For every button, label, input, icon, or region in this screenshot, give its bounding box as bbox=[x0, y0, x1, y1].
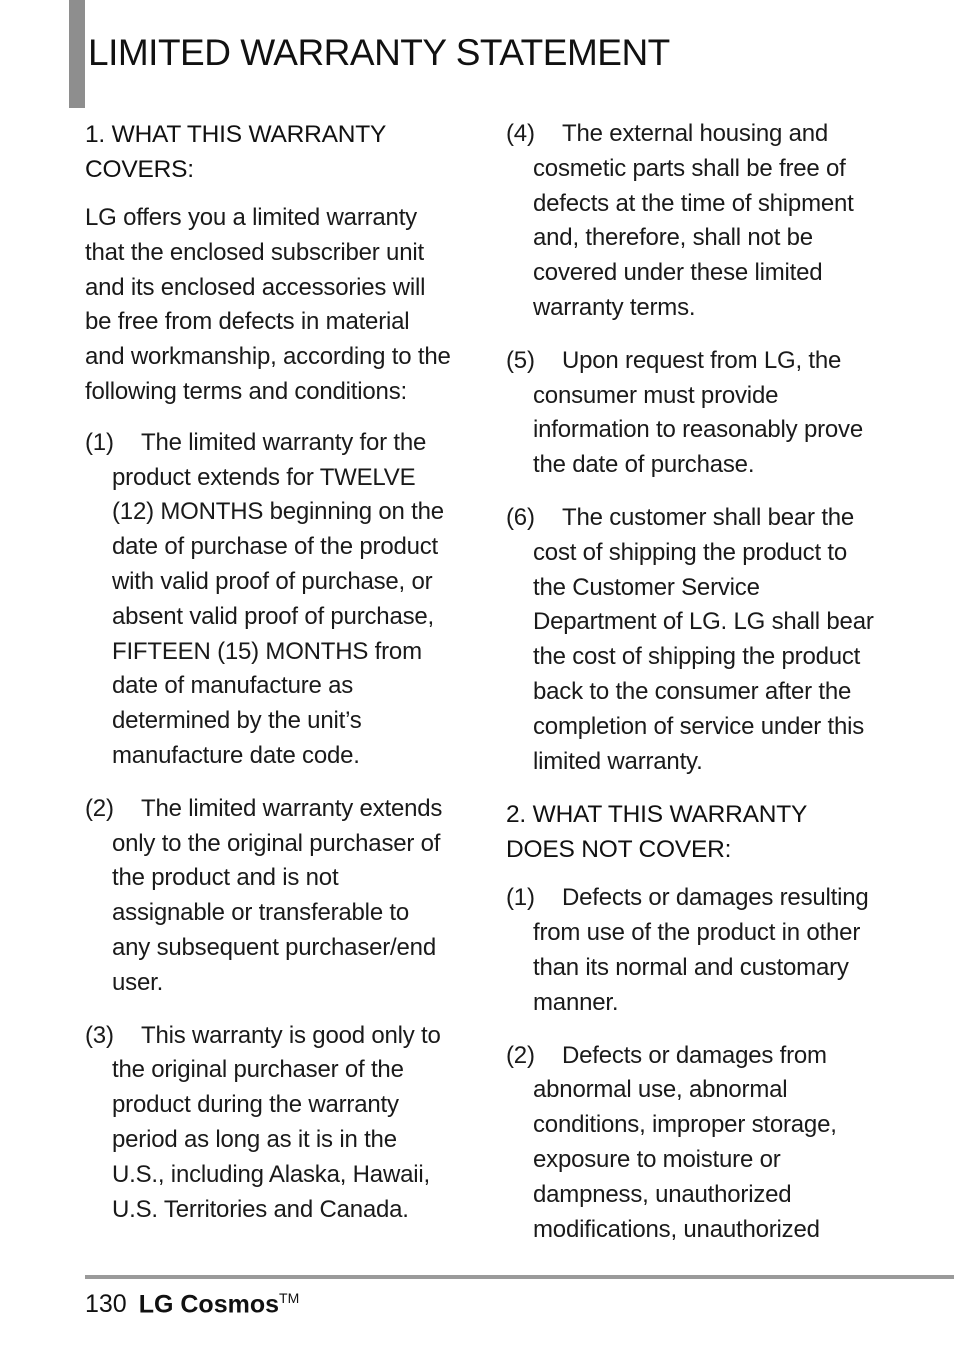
title-accent-bar bbox=[69, 0, 85, 108]
item-number: (4) bbox=[506, 120, 535, 147]
left-column bbox=[85, 117, 451, 1245]
item-text: The limited warranty extends only to the original purchaser of the product and is not assignable or transferable to any subsequent purchaser/end user. bbox=[112, 794, 443, 996]
item-number: (3) bbox=[85, 1021, 114, 1049]
product-name: LG Cosmos bbox=[138, 1290, 280, 1319]
page-number: 130 bbox=[85, 1290, 127, 1319]
section-heading-not-covered: 2. WHAT THIS WARRANTY DOES NOT COVER: bbox=[506, 801, 807, 864]
list-item bbox=[85, 792, 451, 1001]
item-text: The limited warranty for the product extends for TWELVE (12) MONTHS beginning on the date of purchase of the product with valid proof of purchase, or absent valid proof of purchase, FIFTEEN (15) MONTHS from date of manufacture as determined by the unit’s manufacture date code. bbox=[112, 428, 444, 769]
item-text: The customer shall bear the cost of shipping the product to the Customer Service Department of LG. LG shall bear the cost of shipping the product back to the consumer after the completion of service under this limited warranty. bbox=[533, 503, 874, 775]
footer-divider bbox=[85, 1275, 954, 1279]
item-number: (1) bbox=[506, 884, 535, 912]
item-number: (2) bbox=[85, 794, 114, 822]
item-text: The external housing and cosmetic parts shall be free of defects at the time of shipment and, therefore, shall not be covered under these limited warranty terms. bbox=[533, 120, 854, 321]
section-heading-covers: 1. WHAT THIS WARRANTY COVERS: bbox=[85, 121, 386, 183]
item-text: This warranty is good only to the original purchaser of the product during the warranty period as long as it is in the U.S., including Alaska, Hawaii, U.S. Territories and Canada. bbox=[112, 1021, 441, 1223]
page-footer bbox=[85, 1290, 299, 1319]
list-item bbox=[85, 426, 451, 774]
list-item bbox=[506, 881, 876, 1020]
item-text: Defects or damages from abnormal use, abnormal conditions, improper storage, exposure to moisture or dampness, unauthorized modifications, unauthorized bbox=[533, 1041, 837, 1243]
item-text: Upon request from LG, the consumer must provide information to reasonably prove the date of purchase. bbox=[533, 346, 863, 479]
right-column bbox=[506, 117, 876, 1265]
list-item bbox=[506, 1039, 876, 1248]
trademark-symbol: TM bbox=[279, 1290, 300, 1306]
item-number: (2) bbox=[506, 1041, 535, 1069]
list-item bbox=[506, 117, 876, 326]
list-item bbox=[506, 344, 876, 483]
list-item bbox=[506, 501, 876, 779]
list-item bbox=[85, 1019, 451, 1228]
item-number: (6) bbox=[506, 503, 535, 531]
item-number: (1) bbox=[85, 428, 114, 456]
intro-paragraph: LG offers you a limited warranty that the enclosed subscriber unit and its enclosed accessories will be free from defects in material and workmanship, according to the following terms and conditions: bbox=[85, 204, 451, 405]
item-text: Defects or damages resulting from use of the product in other than its normal and customary manner. bbox=[533, 884, 869, 1016]
page-title: LIMITED WARRANTY STATEMENT bbox=[88, 32, 670, 73]
item-number: (5) bbox=[506, 346, 535, 374]
